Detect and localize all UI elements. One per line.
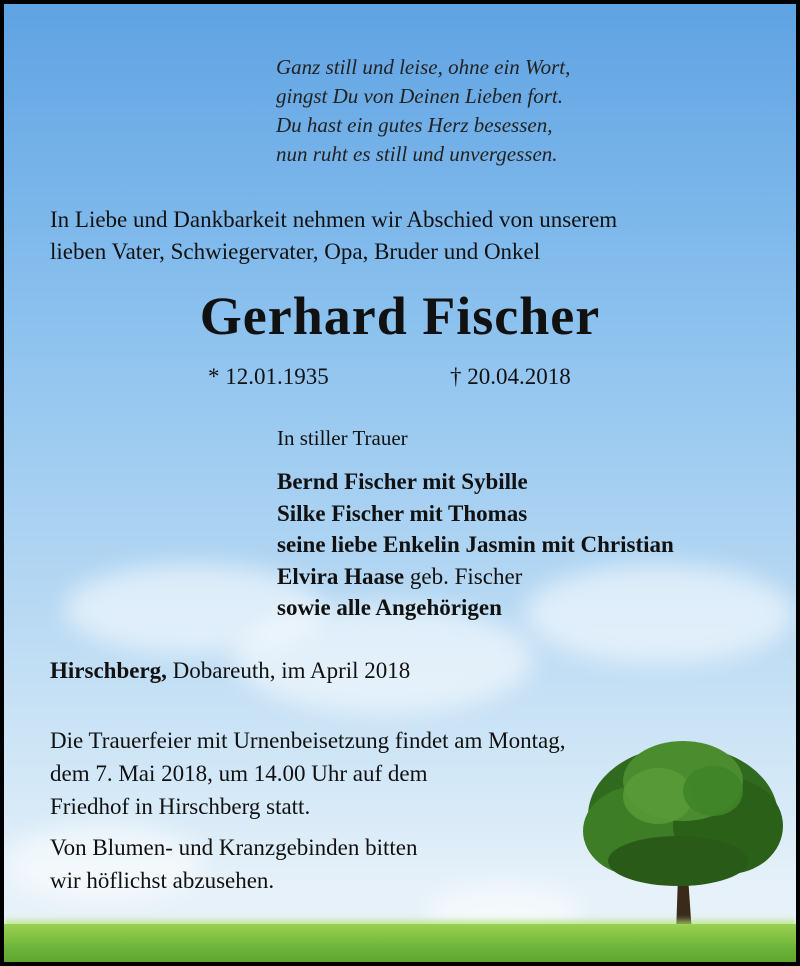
birth-date: * 12.01.1935 [208,364,329,389]
mourner-name: Elvira Haase [277,563,405,589]
tree-crown [583,741,783,886]
farewell-intro [50,204,770,268]
place-rest: Dobareuth, im April 2018 [166,658,411,683]
memorial-poem [276,53,570,169]
tree-illustration [578,736,788,936]
intro-line: lieben Vater, Schwiegervater, Opa, Bruder und Onkel [50,239,541,264]
mourner-note: geb. Fischer [404,563,523,589]
poem-line: Ganz still und leise, ohne ein Wort, [276,55,571,79]
poem-line: nun ruht es still und unvergessen. [276,142,558,166]
ceremony-line: dem 7. Mai 2018, um 14.00 Uhr auf dem [50,761,428,786]
place-town: Hirschberg, [50,658,167,683]
ceremony-line: Friedhof in Hirschberg statt. [50,794,311,819]
mourners-list [277,466,674,624]
death-date: † 20.04.2018 [450,364,571,389]
deceased-name: Gerhard Fischer [199,286,601,346]
mourner-line: Bernd Fischer mit Sybille [277,469,528,494]
flowers-line: wir höflichst abzusehen. [50,868,275,893]
intro-line: In Liebe und Dankbarkeit nehmen wir Abschied von unserem [50,207,618,232]
flowers-notice [50,831,418,897]
ceremony-line: Die Trauerfeier mit Urnenbeisetzung findet am Montag, [50,728,566,753]
mourner-line [277,561,674,593]
poem-line: gingst Du von Deinen Lieben fort. [276,84,563,108]
poem-line: Du hast ein gutes Herz besessen, [276,113,553,137]
grass-meadow [4,924,796,962]
mourner-line: Silke Fischer mit Thomas [277,500,528,526]
mourning-heading: In stiller Trauer [277,426,408,450]
flowers-line: Von Blumen- und Kranzgebinden bitten [50,835,418,860]
place-date [50,658,410,684]
mourner-line: seine liebe Enkelin Jasmin mit Christian [277,532,674,557]
mourner-line: sowie alle Angehörigen [277,595,502,620]
